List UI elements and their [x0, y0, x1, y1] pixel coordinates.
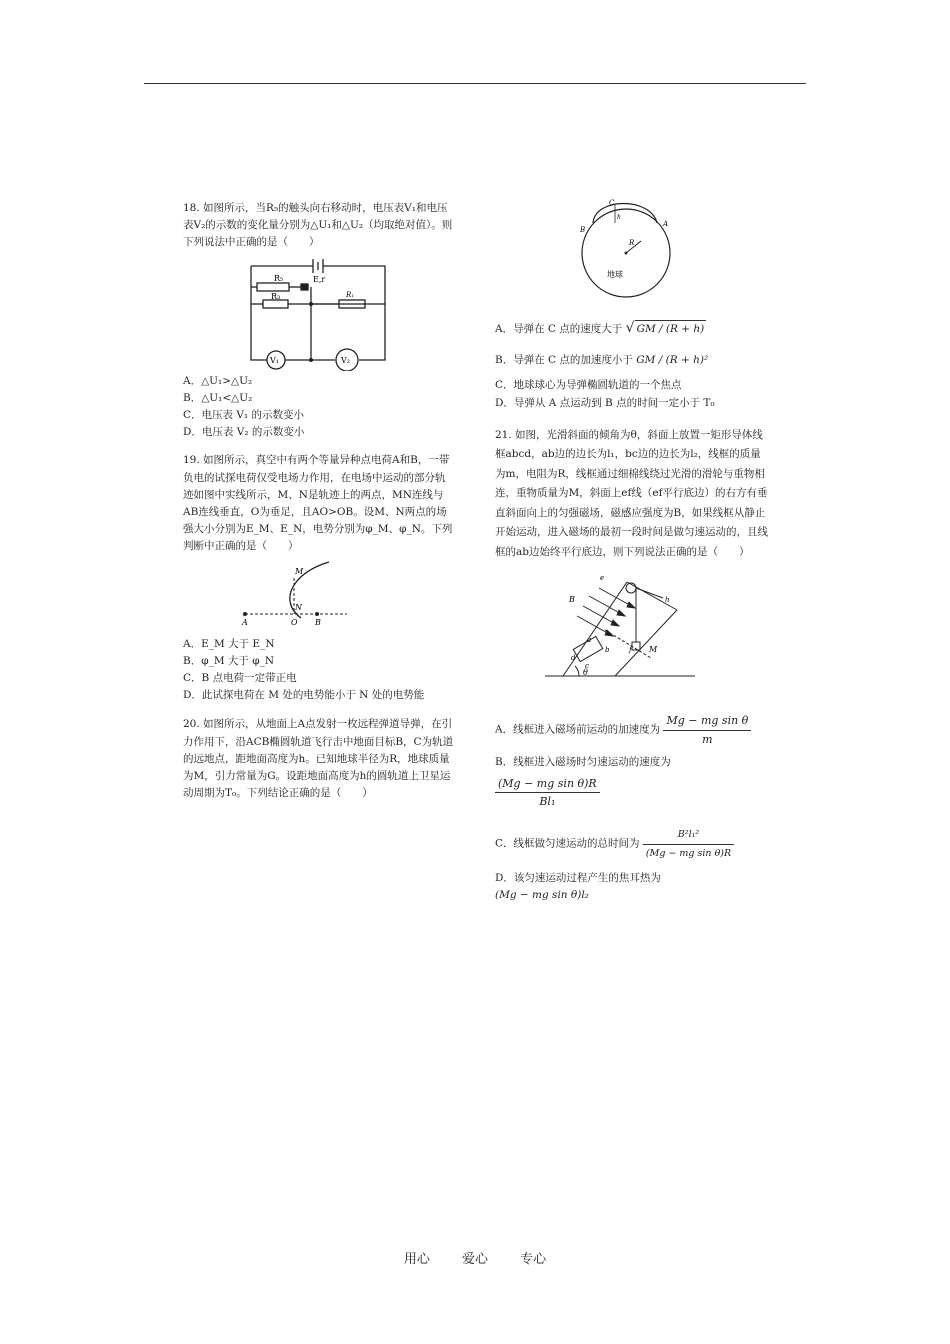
q19-option-c: C．B 点电荷一定带正电	[183, 672, 297, 685]
q18-option-b: B．△U₁<△U₂	[183, 391, 253, 404]
q20-label-earth: 地球	[607, 270, 623, 279]
q20-option-a-text: A．导弹在 C 点的速度大于	[495, 323, 623, 335]
q19-label-m: M	[295, 566, 304, 576]
q21-option-d-text: D．该匀速运动过程产生的焦耳热为	[495, 871, 661, 884]
q21-option-a-numerator: Mg − mg sin θ	[663, 712, 751, 730]
q18-option-c: C．电压表 V₁ 的示数变小	[183, 409, 305, 422]
q21-option-a-denominator: m	[702, 732, 713, 746]
q21-label-a: a	[587, 636, 592, 645]
q21-option-b-numerator: (Mg − mg sin θ)R	[495, 775, 600, 793]
q20-option-d: D．导弹从 A 点运动到 B 点的时间一定小于 T₀	[495, 396, 715, 409]
q18-label-r3: R₃	[271, 291, 281, 301]
q20-option-c: C．地球球心为导弹椭圆轨道的一个焦点	[495, 379, 682, 392]
q21-label-h: h	[665, 596, 670, 605]
q20-option-b-formula: GM / (R + h)²	[636, 354, 709, 367]
q21-option-c-text: C．线框做匀速运动的总时间为	[495, 838, 640, 851]
q19-label-n: N	[295, 602, 302, 612]
q18-label-r1: R₁	[346, 290, 355, 299]
q20-orbit-figure	[571, 195, 681, 300]
q19-option-d: D．此试探电荷在 M 处的电势能小于 N 处的电势能	[183, 689, 425, 702]
q20-stem: 20. 如图所示，从地面上A点发射一枚远程弹道导弹，在引力作用下，沿ACB椭圆轨道飞行击中地面目标B，C为轨道的远地点，距地面高度为h。已知地球半径为R，地球质量为M，引力常量为G。设距地面高度为h的圆轨道上卫星运动周期为T₀。下列结论正确的是（ ）	[183, 718, 454, 800]
footer-word-3: 专心	[520, 1252, 547, 1267]
header-rule	[144, 83, 806, 84]
q19-label-b: B	[315, 617, 321, 627]
q21-option-c	[495, 826, 770, 861]
q21-label-field: B	[569, 595, 575, 605]
q19-label-o: O	[291, 617, 298, 627]
q21-option-b-fraction	[495, 775, 600, 810]
q19-option-b: B．φ_M 大于 φ_N	[183, 654, 275, 667]
footer-word-2: 爱心	[461, 1252, 488, 1267]
footer-word-1: 用心	[403, 1252, 430, 1267]
q20-option-a-formula: GM / (R + h)	[635, 320, 707, 338]
q18-label-v2: V₂	[341, 355, 350, 365]
q19-trajectory-figure	[239, 560, 369, 632]
q20-label-b: B	[580, 226, 586, 234]
q20-option-b	[495, 352, 770, 369]
q21-option-a-fraction	[663, 712, 751, 747]
q21-option-b-text: B．线框进入磁场时匀速运动的速度为	[495, 755, 671, 768]
q21-option-d-formula: (Mg − mg sin θ)l₂	[495, 888, 589, 901]
q19-label-a: A	[242, 617, 248, 627]
q21-label-mass: M	[649, 645, 658, 655]
q21-label-e: e	[600, 574, 605, 583]
right-column	[495, 195, 770, 904]
q21-option-a	[495, 712, 770, 747]
page-footer	[0, 1248, 950, 1267]
q18-label-source: E,r	[313, 274, 326, 284]
q18-circuit-figure	[249, 256, 409, 371]
q18-option-a: A．△U₁>△U₂	[183, 374, 253, 387]
q19-stem: 19. 如图所示，真空中有两个等量异种点电荷A和B，一带负电的试探电荷仅受电场力作用，在电场中运动的部分轨迹如图中实线所示，M、N是轨迹上的两点，MN连线与AB连线垂直，O为垂足，且AO>OB。设M、N两点的场强大小分别为E_M、E_N，电势分别为φ_M、φ_N。下列判断中正确的是（ ）	[183, 454, 453, 553]
q20-label-r: R	[629, 239, 635, 247]
q21-option-b-denominator: Bl₁	[539, 795, 556, 809]
q20-label-c: C	[609, 199, 615, 207]
q21-label-b: b	[605, 646, 610, 655]
q21-option-c-denominator: (Mg − mg sin θ)R	[645, 847, 732, 859]
q20-option-b-text: B．导弹在 C 点的加速度小于	[495, 354, 633, 367]
q21-stem: 21. 如图，光滑斜面的倾角为θ，斜面上放置一矩形导体线框abcd，ab边的边长为l₁，bc边的边长为l₂，线框的质量为m，电阻为R，线框通过细棉线绕过光滑的滑轮与重物相连，重物质量为M，斜面上ef线（ef平行底边）的右方有垂直斜面向上的匀强磁场，磁感应强度为B，如果线框从静止开始运动，进入磁场的最初一段时间是做匀速运动的，且线框的ab边始终平行底边，则下列说法正确的是（ ）	[495, 428, 768, 558]
q20-label-h: h	[617, 214, 621, 221]
q21-option-b	[495, 775, 770, 810]
q20-label-a: A	[663, 220, 669, 228]
q21-incline-figure	[545, 572, 695, 682]
q21-label-theta: θ	[583, 668, 588, 678]
q20-option-a: A．导弹在 C 点的速度大于 √ GM / (R + h)	[495, 320, 770, 338]
q18-stem: 18. 如图所示，当R₅的触头向右移动时，电压表V₁和电压表V₂的示数的变化量分别为△U₁和△U₂（均取绝对值）。则下列说法中正确的是（ ）	[183, 202, 453, 249]
q21-label-d: d	[571, 654, 576, 663]
q18-label-v1: V₁	[270, 355, 279, 365]
left-column	[183, 200, 455, 802]
q18-label-r5: R₅	[274, 273, 284, 283]
q18-option-d: D．电压表 V₂ 的示数变小	[183, 426, 305, 439]
q21-label-f: f	[629, 646, 632, 655]
q21-label-c: c	[585, 662, 589, 671]
q21-option-a-text: A．线框进入磁场前运动的加速度为	[495, 724, 661, 737]
q21-option-c-fraction	[643, 826, 734, 861]
q19-option-a: A．E_M 大于 E_N	[183, 637, 275, 650]
q21-option-c-numerator: B²l₁²	[643, 826, 734, 844]
